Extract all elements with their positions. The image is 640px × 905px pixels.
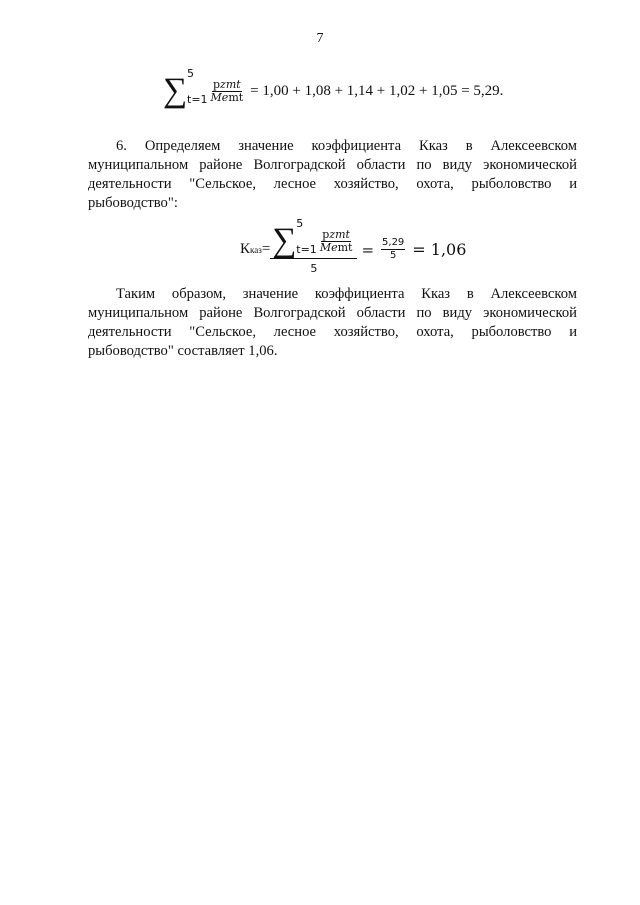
paragraph-6: 6. Определяем значение коэффициента Кказ в Алексеевском муниципальном районе Волгоградской области по виду экономической деятельности "Сельское, лесное хозяйство, охота, рыболовство и рыбоводство": <box>88 138 577 211</box>
coef-subscript: каз <box>250 244 262 255</box>
numerator-sub: zmt <box>329 227 350 241</box>
numerator-sub: zmt <box>220 77 241 91</box>
ratio-fraction <box>211 79 244 104</box>
sigma-symbol: ∑ <box>163 72 188 109</box>
numerator: p <box>213 77 221 91</box>
numerator: p <box>322 227 330 241</box>
sum-lower-limit: t=1 <box>187 93 208 106</box>
denominator-sub: mt <box>228 90 244 104</box>
fraction-numerator: 5,29 <box>382 237 405 248</box>
sum-upper-limit: 5 <box>187 67 194 80</box>
sum-upper-limit: 5 <box>296 217 304 230</box>
denominator: Me <box>319 240 338 254</box>
equals-sign: = <box>261 241 271 257</box>
fraction-denominator: 5 <box>389 250 397 261</box>
coef-symbol: К <box>240 241 251 257</box>
page-number: 7 <box>316 31 324 46</box>
sigma-symbol: ∑ <box>272 222 297 259</box>
sum-result: = 1,00 + 1,08 + 1,14 + 1,02 + 1,05 = 5,29. <box>250 82 504 99</box>
coef-result: = 1,06 <box>412 240 467 259</box>
sum-formula <box>163 67 504 109</box>
sum-lower-limit: t=1 <box>296 243 317 256</box>
coefficient-formula: К каз = ∑ 5 t=1 $\frac{\text{pzmt}}{\text{Memt}}$ 5 = $\frac{5,29}{5}$ = 1,06 <box>240 217 467 275</box>
divisor: 5 <box>310 262 318 275</box>
denominator: Me <box>210 90 229 104</box>
conclusion-paragraph: Таким образом, значение коэффициента Кказ в Алексеевском муниципальном районе Волгоградской области по виду экономической деятельности "Сельское, лесное хозяйство, охота, рыболовство и рыбоводство" составляет 1,06. <box>88 286 577 359</box>
value-fraction <box>381 237 405 262</box>
denominator-sub: mt <box>337 240 353 254</box>
